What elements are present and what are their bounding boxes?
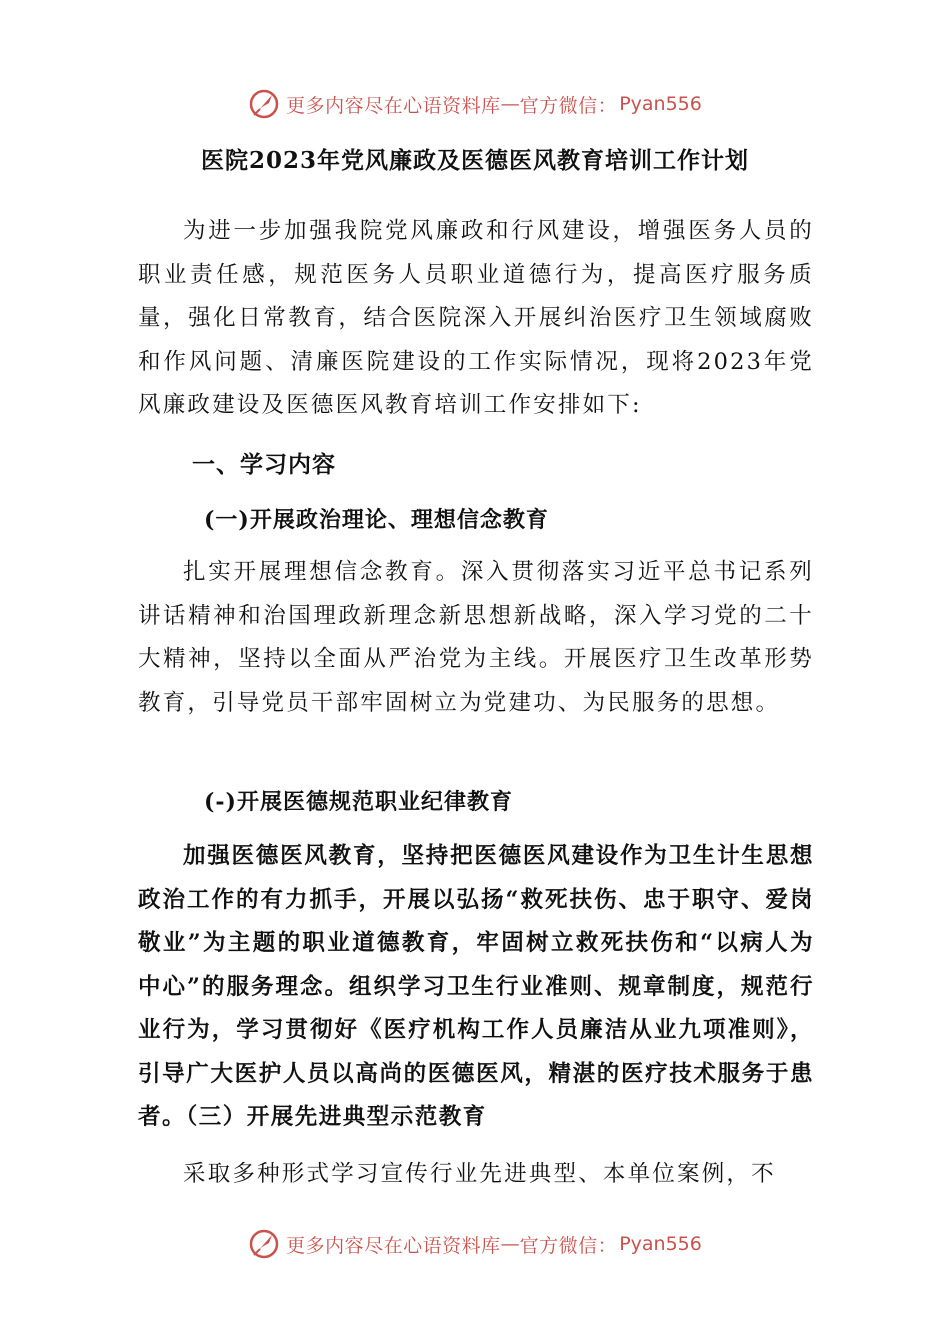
sub1-heading: (一)开展政治理论、理想信念教育 — [204, 507, 549, 533]
sub1-body: 扎实开展理想信念教育。深入贯彻落实习近平总书记系列讲话精神和治国理政新理念新思想新战略，深入学习党的二十大精神，坚持以全面从严治党为主线。开展医疗卫生改革形势教育，引导党员干部牢固树立为党建功、为民服务的思想。 — [138, 559, 814, 716]
watermark-label: 官方微信： — [519, 1234, 618, 1257]
intro-paragraph: 为进一步加强我院党风廉政和行风建设，增强医务人员的职业责任感，规范医务人员职业道德行为，提高医疗服务质量，强化日常教育，结合医院深入开展纠治医疗卫生领域腐败和作风问题、清廉医院建设的工作实际情况，现将2023年党风廉政建设及医德医风教育培训工作安排如下: — [138, 218, 814, 418]
watermark-id: Pyan556 — [619, 1233, 702, 1255]
watermark-header — [0, 84, 950, 124]
sub2-heading: (-)开展医德规范职业纪律教育 — [204, 789, 513, 815]
quill-logo-icon — [248, 88, 280, 120]
watermark-separator: — — [500, 1233, 520, 1255]
document-title: 医院2023年党风廉政及医德医风教育培训工作计划 — [200, 147, 749, 174]
watermark-text: 更多内容尽在心语资料库 — [286, 94, 501, 117]
watermark-label: 官方微信： — [519, 94, 618, 117]
sub3-body: 采取多种形式学习宣传行业先进典型、本单位案例，不 — [183, 1161, 776, 1187]
section1-heading: 一、学习内容 — [192, 451, 336, 478]
watermark-separator: — — [500, 93, 520, 115]
watermark-text: 更多内容尽在心语资料库 — [286, 1234, 501, 1257]
watermark-id: Pyan556 — [619, 93, 702, 115]
quill-logo-icon — [248, 1228, 280, 1260]
watermark-footer — [0, 1224, 950, 1264]
sub2-body: 加强医德医风教育，坚持把医德医风建设作为卫生计生思想政治工作的有力抓手，开展以弘扬“救死扶伤、忠于职守、爱岗敬业”为主题的职业道德教育，牢固树立救死扶伤和“以病人为中心”的服务理念。组织学习卫生行业准则、规章制度，规范行业行为，学习贯彻好《医疗机构工作人员廉洁从业九项准则》，引导广大医护人员以高尚的医德医风，精湛的医疗技术服务于患者。（三）开展先进典型示范教育 — [138, 843, 814, 1130]
